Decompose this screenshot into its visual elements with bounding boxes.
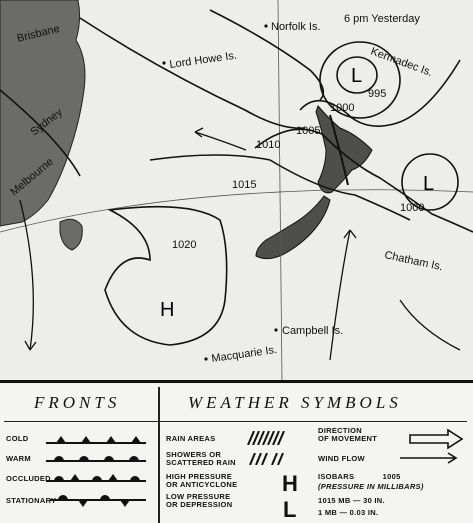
isobar-1000-east: 1000 bbox=[400, 202, 425, 214]
front-cold-label: COLD bbox=[6, 434, 29, 443]
direction-label-line2: OF MOVEMENT bbox=[318, 434, 378, 443]
wind-flow-label: WIND FLOW bbox=[318, 454, 365, 463]
low-centre-east: L bbox=[423, 173, 435, 195]
high-pressure-label bbox=[166, 473, 237, 489]
isobar-1000-north: 1000 bbox=[330, 102, 355, 114]
isobars-note: (PRESSURE IN MILLIBARS) bbox=[318, 482, 424, 491]
front-occluded-label: OCCLUDED bbox=[6, 474, 51, 483]
isobars-word: ISOBARS bbox=[318, 472, 355, 481]
showers-label-line2: SCATTERED RAIN bbox=[166, 458, 236, 467]
showers-symbol bbox=[248, 453, 288, 465]
direction-arrow-icon bbox=[408, 429, 464, 449]
high-pressure-symbol: H bbox=[282, 471, 298, 496]
front-stationary-label: STATIONARY bbox=[6, 496, 57, 505]
front-warm-label: WARM bbox=[6, 454, 31, 463]
label-macquarie: Macquarie Is. bbox=[210, 343, 278, 365]
high-pressure-line1: HIGH PRESSURE bbox=[166, 472, 232, 481]
showers-label bbox=[166, 451, 236, 467]
label-norfolk: Norfolk Is. bbox=[271, 21, 321, 33]
direction-label-line1: DIRECTION bbox=[318, 426, 362, 435]
front-warm-symbol bbox=[46, 451, 146, 465]
low-pressure-line2: OR DEPRESSION bbox=[166, 500, 233, 509]
isobar-995: 995 bbox=[368, 88, 387, 100]
low-centre-north: L bbox=[351, 65, 363, 87]
legend-divider bbox=[4, 421, 467, 422]
weather-symbols-heading: WEATHER SYMBOLS bbox=[188, 393, 402, 412]
low-pressure-label bbox=[166, 493, 232, 509]
label-melbourne: Melbourne bbox=[8, 155, 56, 199]
isobar-1005: 1005 bbox=[296, 125, 321, 137]
conversion-1015: 1015 MB — 30 IN. bbox=[318, 496, 385, 505]
isobar-1015: 1015 bbox=[232, 179, 257, 191]
legend-column-divider bbox=[158, 387, 160, 523]
high-centre: H bbox=[160, 299, 175, 321]
label-annotation-time: 6 pm Yesterday bbox=[344, 13, 420, 25]
label-lord-howe: Lord Howe Is. bbox=[168, 49, 238, 71]
wind-flow-arrow-icon bbox=[398, 451, 462, 465]
label-brisbane: Brisbane bbox=[15, 22, 61, 45]
isobars-value: 1005 bbox=[382, 472, 401, 481]
direction-label bbox=[318, 427, 377, 443]
front-stationary-symbol bbox=[50, 491, 146, 509]
rain-areas-symbol bbox=[246, 431, 286, 445]
label-chatham: Chatham Is. bbox=[383, 249, 444, 274]
showers-label-line1: SHOWERS OR bbox=[166, 450, 222, 459]
isobar-1010: 1010 bbox=[256, 139, 281, 151]
low-pressure-symbol: L bbox=[283, 497, 297, 522]
isobar-1020: 1020 bbox=[172, 239, 197, 251]
high-pressure-line2: OR ANTICYCLONE bbox=[166, 480, 238, 489]
low-pressure-line1: LOW PRESSURE bbox=[166, 492, 231, 501]
label-campbell: Campbell Is. bbox=[282, 325, 344, 337]
fronts-heading: FRONTS bbox=[34, 393, 121, 412]
front-cold-symbol bbox=[46, 433, 146, 447]
legend-panel bbox=[0, 380, 473, 523]
label-sydney: Sydney bbox=[28, 106, 65, 139]
rain-areas-label: RAIN AREAS bbox=[166, 434, 216, 443]
label-kermadec: Kermadec Is. bbox=[368, 45, 434, 79]
isobars-label bbox=[318, 473, 401, 481]
front-occluded-symbol bbox=[46, 471, 146, 485]
conversion-1mb: 1 MB — 0.03 IN. bbox=[318, 508, 379, 517]
